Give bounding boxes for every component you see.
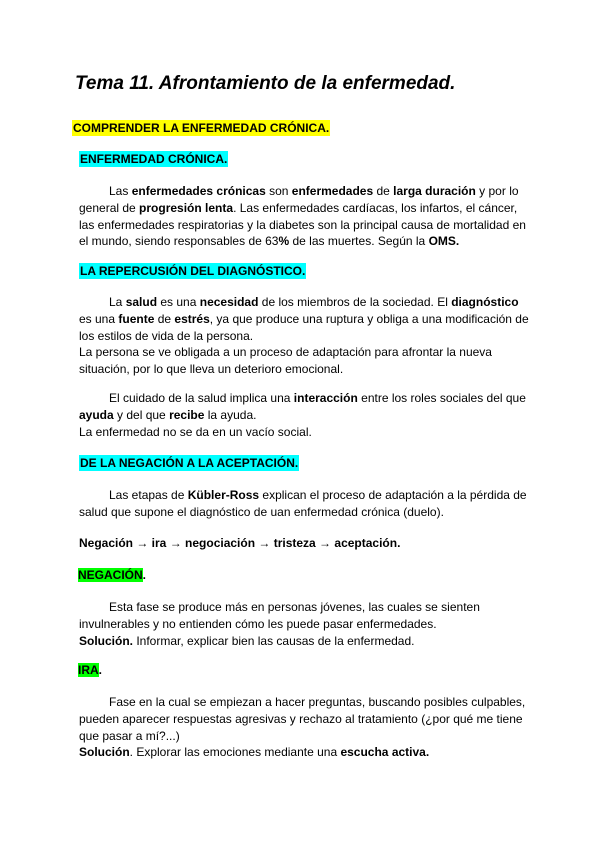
paragraph-ira: Fase en la cual se empiezan a hacer preguntas, buscando posibles culpables, pueden aparecer respuestas agresivas y rechazo al tratamiento (¿por qué me tiene que pasar a mí?...) Solución. Explorar las emociones mediante una escucha activa. [79,695,526,760]
section-heading-comprender: COMPRENDER LA ENFERMEDAD CRÓNICA. [73,121,330,135]
heading-negacion-aceptacion: DE LA NEGACIÓN A LA ACEPTACIÓN. [80,456,299,470]
paragraph-enfermedad-cronica: Las enfermedades crónicas son enfermedades de larga duración y por lo general de progresión lenta. Las enfermedades cardíacas, los infartos, el cáncer, las enfermedades respiratorias y la diabetes son la principal causa de mortalidad en el mundo, siendo responsables de 63% de las muertes. Según la OMS. [79,184,526,249]
heading-negacion: NEGACIÓN. [78,568,147,582]
paragraph-kubler-ross: Las etapas de Kübler-Ross explican el proceso de adaptación a la pérdida de salud que supone el diagnóstico de uan enfermedad crónica (duelo). [79,488,527,519]
paragraph-negacion: Esta fase se produce más en personas jóvenes, las cuales se sienten invulnerables y no entienden cómo les puede pasar enfermedades. Solución. Informar, explicar bien las causas de la enfermedad. [79,600,480,648]
paragraph-repercusion: La salud es una necesidad de los miembros de la sociedad. El diagnóstico es una fuente de estrés, ya que produce una ruptura y obliga a una modificación de los estilos de vida de la persona. La persona se ve obligada a un proceso de adaptación para afrontar la nueva situación, por lo que lleva un deterioro emocional. [79,295,529,377]
page-title: Tema 11. Afrontamiento de la enfermedad. [75,73,456,94]
paragraph-cuidado-salud: El cuidado de la salud implica una interacción entre los roles sociales del que ayuda y del que recibe la ayuda. La enfermedad no se da en un vacío social. [79,391,526,439]
heading-repercusion-diagnostico: LA REPERCUSIÓN DEL DIAGNÓSTICO. [80,264,306,278]
heading-ira: IRA. [78,663,103,677]
heading-enfermedad-cronica: ENFERMEDAD CRÓNICA. [80,152,228,166]
stages-flow: Negación → ira → negociación → tristeza → aceptación. [79,536,401,550]
